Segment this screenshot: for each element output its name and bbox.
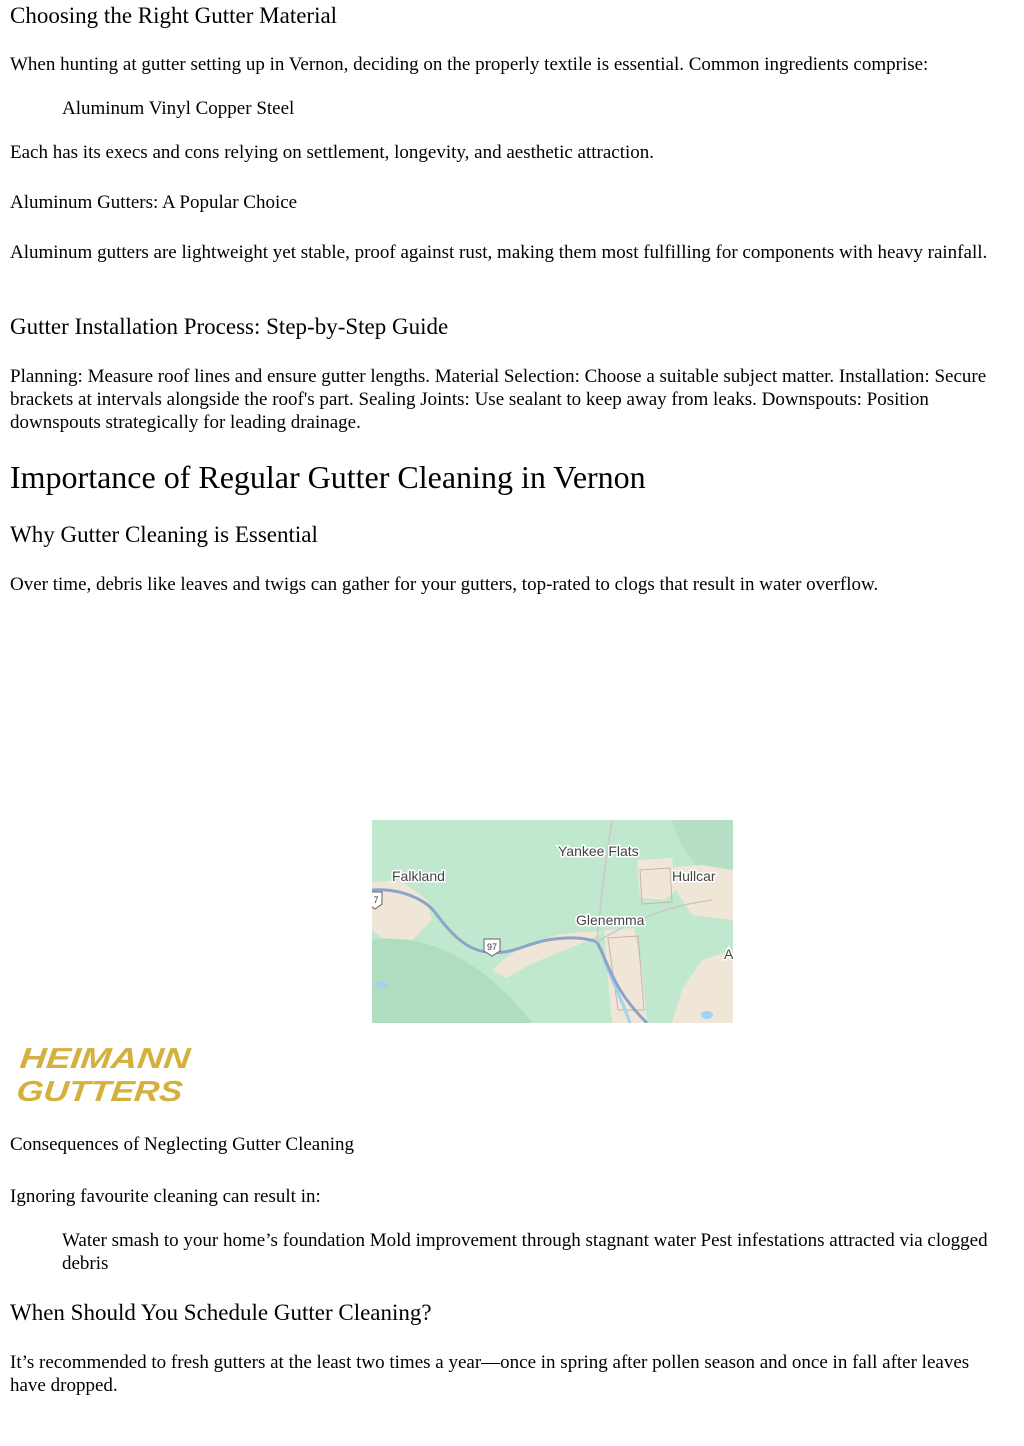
consequences-heading: Consequences of Neglecting Gutter Cleaning [10,1134,355,1155]
map-canvas [372,820,733,1023]
consequences-list: Water smash to your home’s foundation Mold improvement through stagnant water Pest infestations attracted via clogged debris [62,1230,988,1274]
route-97-label: 97 [486,942,498,952]
logo-line-1: HEIMANN [18,1043,157,1075]
map-lake [375,982,389,988]
process-text: Planning: Measure roof lines and ensure gutter lengths. Material Selection: Choose a suitable subject matter. Installation: Secure brackets at intervals alongside the roof's part. Sealing Joints: Use sealant to keep away from leaks. Downspouts: Position downspouts strategically for leading drainage. [10,366,987,433]
material-list: Aluminum Vinyl Copper Steel [62,98,295,119]
map-label-glenemma: Glenemma [576,912,645,928]
cleaning-title: Importance of Regular Gutter Cleaning in Vernon [10,459,646,495]
process-heading: Gutter Installation Process: Step-by-Step Guide [10,314,449,339]
material-intro: When hunting at gutter setting up in Vernon, deciding on the properly textile is essential. Common ingredients comprise: [10,54,929,75]
consequences-intro: Ignoring favourite cleaning can result in: [10,1186,321,1207]
material-heading: Choosing the Right Gutter Material [10,3,338,28]
map-lake [701,1011,713,1019]
location-map[interactable] [372,820,733,1023]
map-label-falkland: Falkland [392,868,445,884]
aluminum-heading: Aluminum Gutters: A Popular Choice [10,192,298,213]
map-label-edge: A [724,946,733,962]
why-text: Over time, debris like leaves and twigs can gather for your gutters, top-rated to clogs that result in water overflow. [10,574,879,595]
logo-line-2: GUTTERS [18,1076,157,1108]
material-outro: Each has its execs and cons relying on settlement, longevity, and aesthetic attraction. [10,142,655,163]
why-heading: Why Gutter Cleaning is Essential [10,522,318,547]
map-label-hullcar: Hullcar [672,868,716,884]
heimann-gutters-logo [18,1040,198,1108]
map-label-yankee-flats: Yankee Flats [558,843,639,859]
logo-graphic [18,1040,198,1108]
schedule-text: It’s recommended to fresh gutters at the least two times a year—once in spring after pollen season and once in fall after leaves have dropped. [10,1352,970,1396]
aluminum-text: Aluminum gutters are lightweight yet stable, proof against rust, making them most fulfilling for components with heavy rainfall. [10,242,988,263]
route-97-partial-label: 7 [373,895,379,905]
schedule-heading: When Should You Schedule Gutter Cleaning? [10,1300,432,1325]
